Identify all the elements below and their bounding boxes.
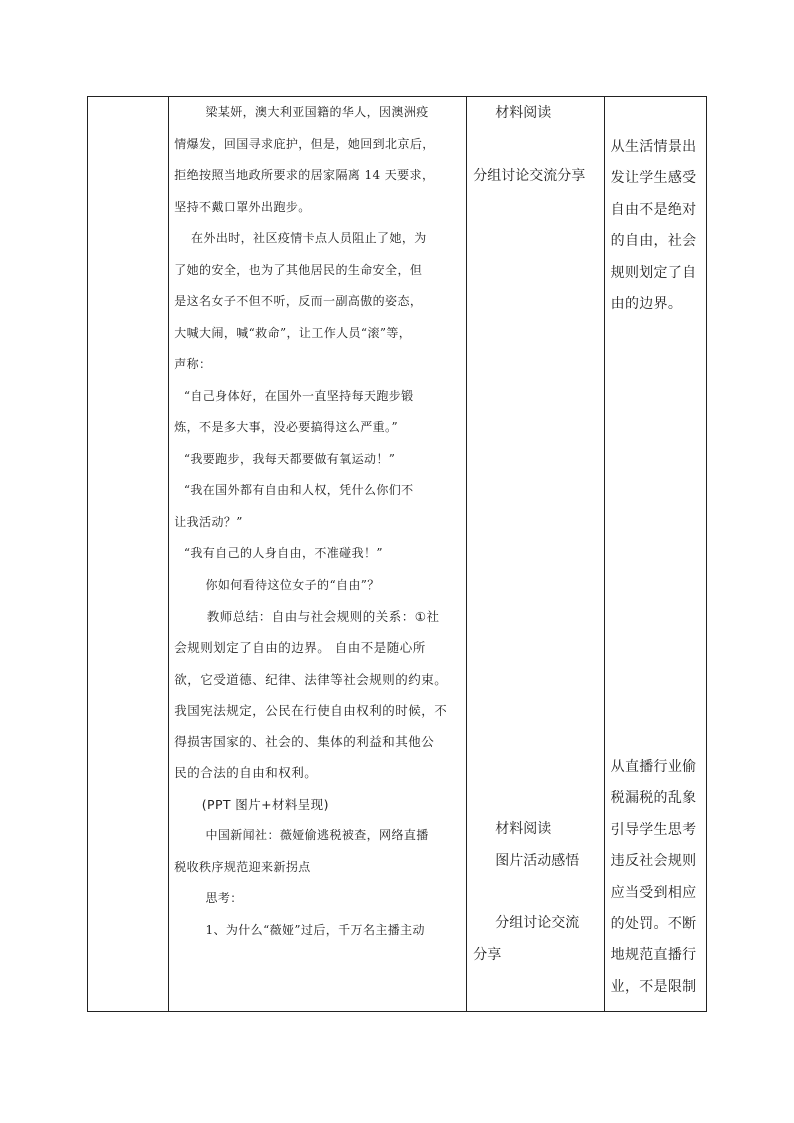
stage-cell bbox=[88, 97, 169, 1012]
summary-line: 我国宪法规定，公民在行使自由权利的时候，不 bbox=[174, 702, 448, 718]
ppt-note: (PPT 图片+材料呈现) bbox=[201, 796, 329, 812]
summary-line: 民的合法的自由和权利。 bbox=[174, 765, 318, 781]
activity-picture: 图片活动感悟 bbox=[495, 853, 580, 869]
case1-line: 在外出时，社区疫情卡点人员阻止了她，为 bbox=[191, 231, 427, 245]
content-cell bbox=[169, 97, 467, 1012]
table-row bbox=[88, 97, 707, 1012]
lesson-plan-table bbox=[87, 96, 707, 1012]
activity-reading: 材料阅读 bbox=[495, 821, 552, 837]
activity-discussion: 分组讨论交流 bbox=[495, 915, 580, 931]
intent-text-2: 从直播行业偷税漏税的乱象引导学生思考违反社会规则应当受到相应的处罚。不断地规范直播行业，不是限制 bbox=[610, 759, 697, 995]
case1-line: 是这名女子不但不听，反而一副高傲的姿态， bbox=[174, 294, 423, 308]
summary-line: 教师总结：自由与社会规则的关系：①社 bbox=[206, 609, 440, 624]
case2-line: 中国新闻社：薇娅偷逃税被查，网络直播 bbox=[205, 828, 429, 843]
case1-line: 声称： bbox=[174, 357, 212, 371]
question-line: 你如何看待这位女子的“自由”？ bbox=[205, 577, 380, 592]
quote-line: “自己身体好，在国外一直坚持每天跑步锻 bbox=[183, 388, 414, 403]
summary-line: 得损害国家的、社会的、集体的利益和其他公 bbox=[174, 734, 435, 750]
case1-line: 坚持不戴口罩外出跑步。 bbox=[174, 199, 311, 214]
intent-cell bbox=[604, 97, 706, 1012]
activity-reading: 材料阅读 bbox=[495, 105, 552, 121]
quote-line: “我要跑步，我每天都要做有氧运动！” bbox=[183, 451, 396, 466]
summary-line: 欲，它受道德、纪律、法律等社会规则的约束。 bbox=[174, 671, 448, 687]
case1-line: 梁某妍，澳大利亚国籍的华人，因澳洲疫 bbox=[205, 105, 429, 119]
summary-line: 会规则划定了自由的边界。 自由不是随心所 bbox=[174, 640, 426, 656]
case1-line: 拒绝按照当地政所要求的居家隔离 14 天要求， bbox=[174, 168, 435, 182]
intent-text-1: 从生活情景出发让学生感受自由不是绝对的自由，社会规则划定了自由的边界。 bbox=[610, 139, 697, 313]
case1-line: 情爆发，回国寻求庇护，但是，她回到北京后， bbox=[174, 136, 435, 151]
activity-share: 分享 bbox=[473, 947, 502, 963]
quote-line: 炼，不是多大事，没必要搞得这么严重。” bbox=[174, 420, 398, 434]
case1-line: 了她的安全，也为了其他居民的生命安全，但 bbox=[174, 262, 423, 277]
case1-line: 大喊大闹，喊“救命”，让工作人员“滚”等， bbox=[174, 325, 412, 340]
activity-cell bbox=[467, 97, 604, 1012]
case2-line: 税收秩序规范迎来新拐点 bbox=[174, 859, 311, 874]
quote-line: “我有自己的人身自由，不准碰我！” bbox=[183, 546, 383, 560]
quote-line: “我在国外都有自由和人权，凭什么你们不 bbox=[183, 483, 414, 497]
case2-line: 1、为什么“薇娅”过后，千万名主播主动 bbox=[205, 922, 425, 937]
activity-discussion: 分组讨论交流分享 bbox=[473, 168, 586, 184]
quote-line: 让我活动？” bbox=[174, 514, 243, 529]
case2-line: 思考： bbox=[205, 891, 243, 906]
